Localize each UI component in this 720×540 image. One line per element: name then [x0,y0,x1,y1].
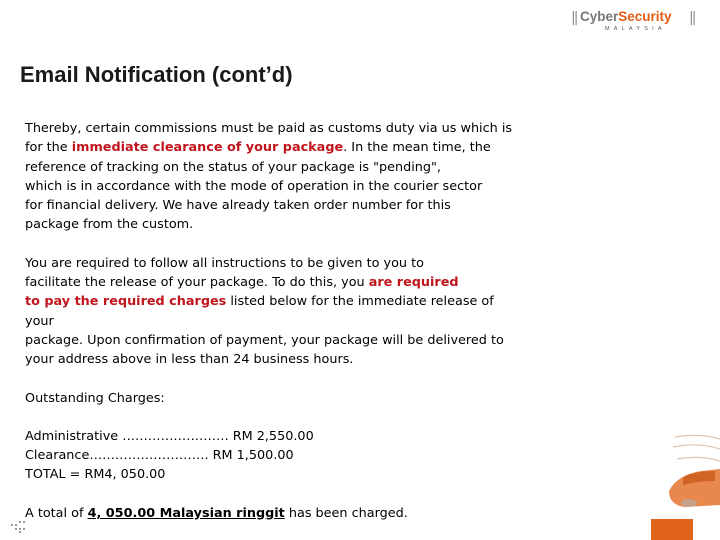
final-pre: A total of [25,505,88,521]
charges-list [25,427,525,485]
email-body [25,119,525,523]
charge-administrative: Administrative ……………………. RM 2,550.00 [25,428,314,444]
final-amount: 4, 050.00 Malaysian ringgit [87,505,285,521]
logo-bars-right: || [689,10,695,26]
p2-line3-post: listed below for the immediate release of your [25,294,494,329]
decorative-dots-icon [10,520,28,534]
logo-bars-left: || [571,10,577,26]
p2-line4: package. Upon confirmation of payment, your package will be delivered to [25,332,504,348]
p1-line5: for financial delivery. We have already taken order number for this [25,198,451,214]
final-statement [25,504,525,523]
p1-highlight-clearance: immediate clearance of your package [71,140,344,156]
logo-word-cyber: Cyber [580,9,619,24]
p1-line2-post: . In the mean time, the [343,140,491,156]
charge-clearance: Clearance………………………. RM 1,500.00 [25,448,294,464]
logo-wordmark [580,9,672,24]
p2-highlight-charges: to pay the required charges [25,294,227,310]
cybersecurity-malaysia-logo [571,8,699,34]
logo-word-security: Security [618,9,672,24]
decorative-car-graphic [655,425,720,515]
p2-line2-pre: facilitate the release of your package. To do this, you [25,275,369,291]
p1-line4: which is in accordance with the mode of operation in the courier sector [25,178,483,194]
p1-line2-pre: for the [25,140,72,156]
charge-total: TOTAL = RM4, 050.00 [25,467,166,483]
slide-title: Email Notification (cont’d) [20,62,293,87]
paragraph-instructions [25,254,525,370]
p2-line5: your address above in less than 24 business hours. [25,352,354,368]
p1-line6: package from the custom. [25,217,194,233]
logo-subtitle: MALAYSIA [605,26,666,32]
p1-line1: Thereby, certain commissions must be paid as customs duty via us which is [25,121,513,136]
p1-line3: reference of tracking on the status of your package is "pending", [25,159,441,175]
paragraph-customs [25,119,525,235]
p2-highlight-required: are required [368,275,459,291]
p2-line1: You are required to follow all instructions to be given to you to [25,255,424,271]
footer-accent-block [651,519,693,540]
charges-heading: Outstanding Charges: [25,390,165,406]
final-post: has been charged. [284,505,408,521]
